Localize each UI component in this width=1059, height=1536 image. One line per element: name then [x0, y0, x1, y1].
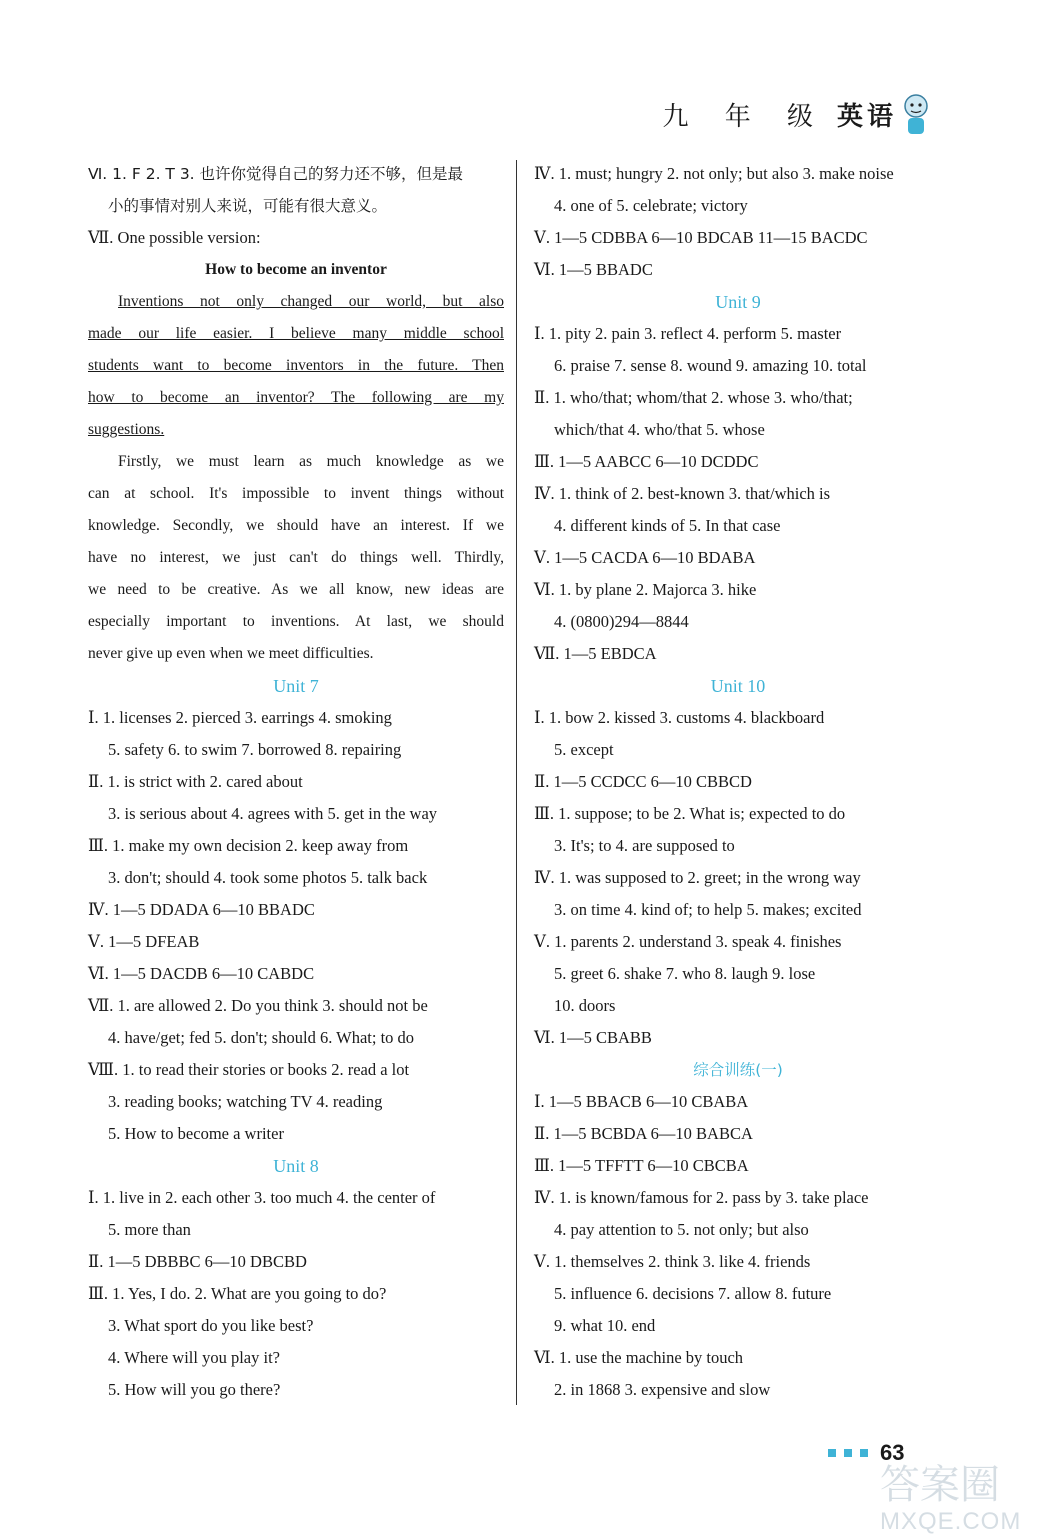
answer-line: Ⅲ. 1. make my own decision 2. keep away from — [88, 836, 409, 855]
answer-line: Ⅰ. 1. bow 2. kissed 3. customs 4. blackboard — [534, 708, 825, 727]
section-heading: Unit 8 — [273, 1156, 319, 1176]
answer-line: Ⅴ. 1. parents 2. understand 3. speak 4. finishes — [534, 932, 842, 951]
watermark-url: MXQE.COM — [880, 1508, 1022, 1535]
left-column — [88, 158, 504, 1406]
answer-line: Ⅴ. 1—5 CDBBA 6—10 BDCAB 11—15 BACDC — [534, 228, 868, 247]
answer-line: Ⅵ. 1. F 2. T 3. 也许你觉得自己的努力还不够，但是最 — [88, 165, 464, 183]
answer-line: 5. greet 6. shake 7. who 8. laugh 9. lose — [554, 964, 816, 983]
subject-label: 英语 — [836, 101, 897, 132]
answer-line: Ⅵ. 1—5 CBABB — [534, 1028, 652, 1047]
answer-line: 3. is serious about 4. agrees with 5. get in the way — [108, 804, 438, 823]
answer-line: Ⅴ. 1—5 CACDA 6—10 BDABA — [534, 548, 756, 567]
answer-line: Ⅱ. 1—5 CCDCC 6—10 CBBCD — [534, 772, 752, 791]
answer-line: 4. pay attention to 5. not only; but also — [554, 1220, 809, 1239]
page-number: 63 — [880, 1440, 905, 1465]
mascot-icon — [901, 92, 931, 136]
answer-line: Ⅶ. 1—5 EBDCA — [534, 644, 657, 663]
answer-line: 4. different kinds of 5. In that case — [554, 516, 781, 535]
essay-line: especially important to inventions. At last, we should — [88, 613, 504, 630]
answer-line: 4. (0800)294—8844 — [554, 612, 689, 631]
answer-line: Ⅰ. 1. live in 2. each other 3. too much 4. the center of — [88, 1188, 436, 1207]
section-heading: Unit 7 — [273, 676, 319, 696]
answer-line: 10. doors — [554, 996, 616, 1015]
essay-line: we need to be creative. As we all know, new ideas are — [88, 581, 504, 598]
answer-line: Ⅴ. 1. themselves 2. think 3. like 4. friends — [534, 1252, 811, 1271]
answer-line: 5. How will you go there? — [108, 1380, 281, 1399]
answer-line: Ⅱ. 1—5 DBBBC 6—10 DBCBD — [88, 1252, 307, 1271]
answer-line: 6. praise 7. sense 8. wound 9. amazing 10. total — [554, 356, 867, 375]
answer-line: Ⅲ. 1—5 TFFTT 6—10 CBCBA — [534, 1156, 749, 1175]
essay-line: have no interest, we just can't do things well. Thirdly, — [88, 549, 504, 566]
answer-line: 3. reading books; watching TV 4. reading — [108, 1092, 383, 1111]
answer-line: Ⅶ. 1. are allowed 2. Do you think 3. should not be — [88, 996, 428, 1015]
answer-line: 2. in 1868 3. expensive and slow — [554, 1380, 771, 1399]
answer-line: 5. more than — [108, 1220, 191, 1239]
watermark-cn: 答案圈 — [880, 1462, 1000, 1508]
answer-line: Ⅳ. 1. think of 2. best-known 3. that/which is — [534, 484, 831, 503]
answer-line: 3. don't; should 4. took some photos 5. talk back — [108, 868, 428, 887]
column-divider — [516, 160, 517, 1405]
answer-line: Ⅲ. 1—5 AABCC 6—10 DCDDC — [534, 452, 759, 471]
section-heading: 综合训练(一) — [693, 1061, 783, 1079]
grade-label: 九 年 级 — [662, 101, 827, 132]
essay-line: suggestions. — [88, 421, 165, 438]
answer-line: How to become an inventor — [205, 261, 387, 278]
answer-line: Ⅵ. 1. by plane 2. Majorca 3. hike — [534, 580, 757, 599]
page-dots — [828, 1449, 868, 1457]
answer-line: Ⅰ. 1. licenses 2. pierced 3. earrings 4. smoking — [88, 708, 392, 727]
answer-line: Ⅵ. 1—5 DACDB 6—10 CABDC — [88, 964, 315, 983]
answer-line: Ⅵ. 1. use the machine by touch — [534, 1348, 744, 1367]
answer-line: Ⅵ. 1—5 BBADC — [534, 260, 653, 279]
answer-line: 5. except — [554, 740, 614, 759]
answer-line: Ⅳ. 1. was supposed to 2. greet; in the wrong way — [534, 868, 861, 887]
answer-line: 4. have/get; fed 5. don't; should 6. What; to do — [108, 1028, 415, 1047]
answer-line: 3. It's; to 4. are supposed to — [554, 836, 735, 855]
answer-line: 3. What sport do you like best? — [108, 1316, 314, 1335]
answer-line: 9. what 10. end — [554, 1316, 656, 1335]
answer-line: 5. influence 6. decisions 7. allow 8. future — [554, 1284, 832, 1303]
watermark-logo — [880, 1462, 1055, 1534]
essay-body — [88, 286, 504, 670]
answer-line: which/that 4. who/that 5. whose — [554, 420, 765, 439]
answer-line: Ⅳ. 1—5 DDADA 6—10 BBADC — [88, 900, 315, 919]
answer-line: Ⅳ. 1. is known/famous for 2. pass by 3. take place — [534, 1188, 869, 1207]
answer-line: 小的事情对别人来说，可能有很大意义。 — [108, 197, 388, 215]
answer-line: Ⅰ. 1—5 BBACB 6—10 CBABA — [534, 1092, 749, 1111]
answer-line: Ⅲ. 1. Yes, I do. 2. What are you going to do? — [88, 1284, 387, 1303]
answer-line: Ⅳ. 1. must; hungry 2. not only; but also 3. make noise — [534, 164, 894, 183]
answer-line: 5. How to become a writer — [108, 1124, 284, 1143]
section-heading: Unit 9 — [715, 292, 761, 312]
section-heading: Unit 10 — [710, 676, 766, 696]
answer-line: Ⅴ. 1—5 DFEAB — [88, 932, 200, 951]
essay-line: students want to become inventors in the future. Then — [88, 357, 504, 374]
page-header — [662, 92, 931, 136]
essay-line: Firstly, we must learn as much knowledge as we — [118, 453, 504, 470]
answer-line: Ⅷ. 1. to read their stories or books 2. read a lot — [88, 1060, 410, 1079]
essay-line: made our life easier. I believe many middle school — [88, 325, 504, 342]
essay-line: never give up even when we meet difficulties. — [88, 645, 374, 662]
answer-line: Ⅶ. One possible version: — [88, 228, 261, 247]
essay-line: knowledge. Secondly, we should have an interest. If we — [88, 517, 504, 534]
answer-line: Ⅲ. 1. suppose; to be 2. What is; expected to do — [534, 804, 846, 823]
answer-line: 4. one of 5. celebrate; victory — [554, 196, 748, 215]
essay-line: can at school. It's impossible to invent things without — [88, 485, 504, 502]
answer-line: 3. on time 4. kind of; to help 5. makes; excited — [554, 900, 862, 919]
answer-line: Ⅰ. 1. pity 2. pain 3. reflect 4. perform 5. master — [534, 324, 842, 343]
essay-line: how to become an inventor? The following are my — [88, 389, 504, 406]
answer-line: Ⅱ. 1. is strict with 2. cared about — [88, 772, 303, 791]
answer-line: Ⅱ. 1—5 BCBDA 6—10 BABCA — [534, 1124, 753, 1143]
essay-line: Inventions not only changed our world, but also — [118, 293, 504, 310]
answer-line: 5. safety 6. to swim 7. borrowed 8. repairing — [108, 740, 402, 759]
right-column — [534, 158, 942, 1406]
answer-line: 4. Where will you play it? — [108, 1348, 280, 1367]
answer-line: Ⅱ. 1. who/that; whom/that 2. whose 3. who/that; — [534, 388, 853, 407]
